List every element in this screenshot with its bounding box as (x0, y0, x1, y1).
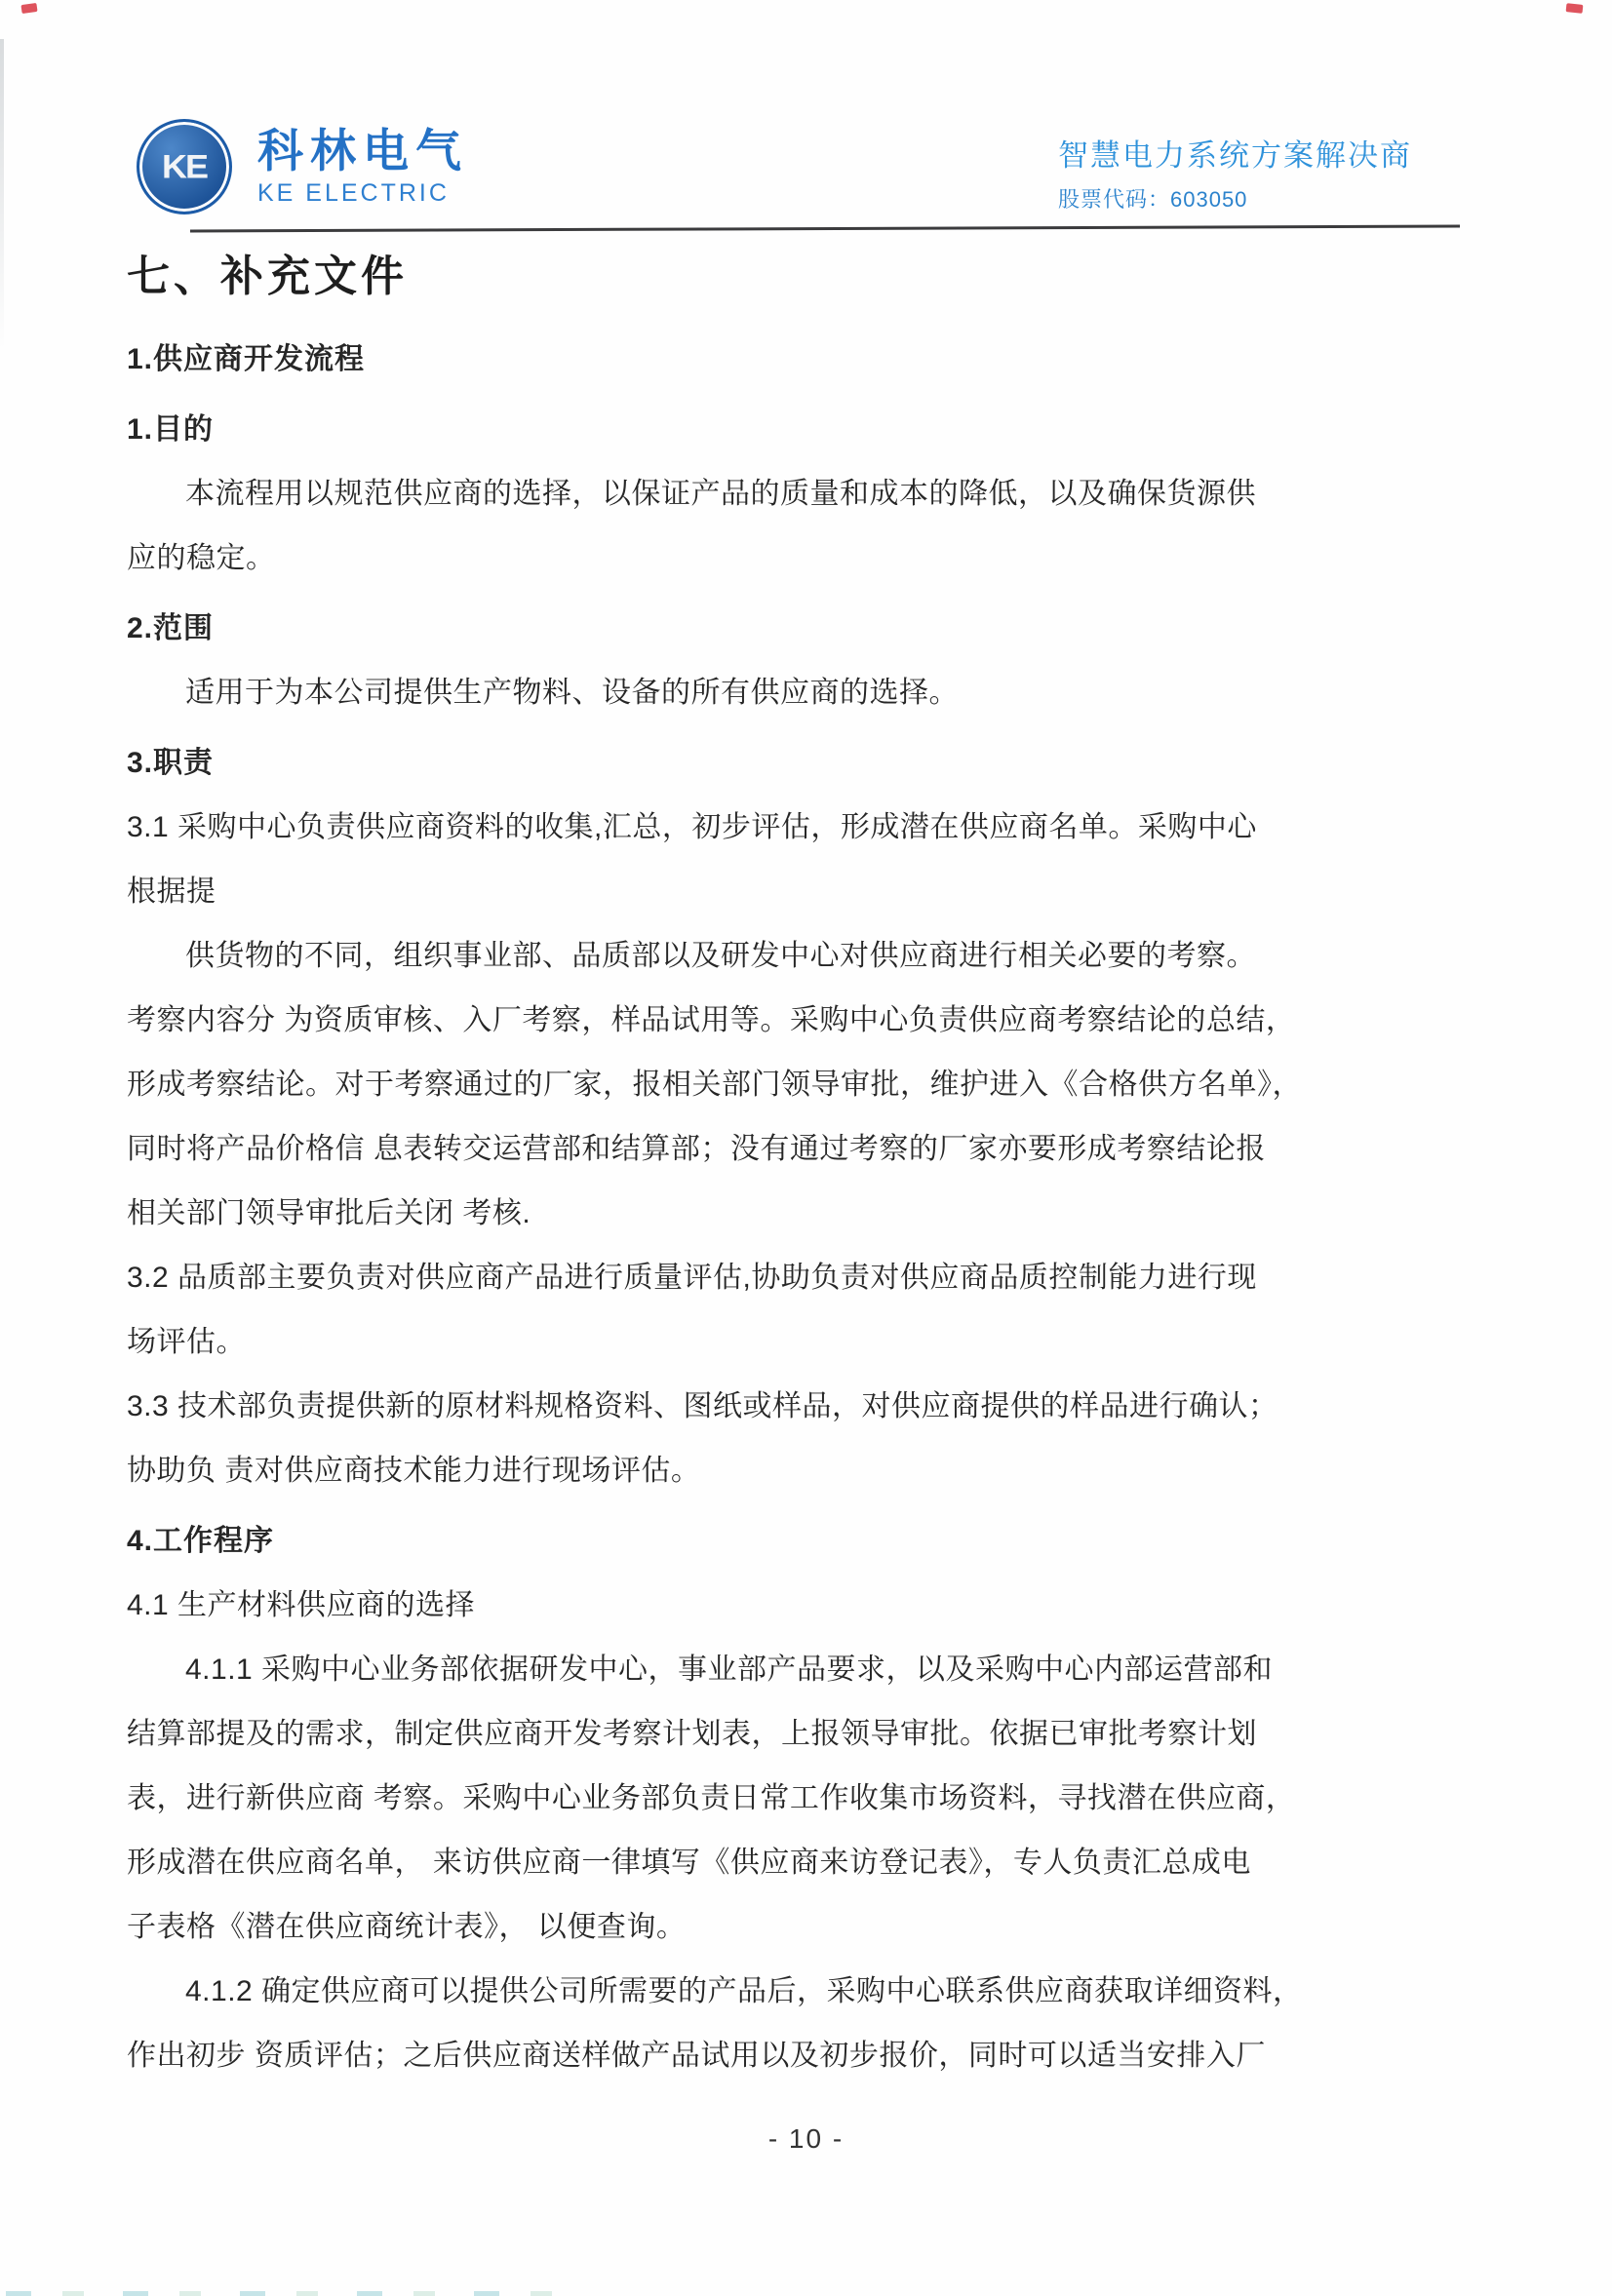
section-heading: 3.职责 (127, 747, 215, 779)
document-body (127, 240, 1490, 2088)
company-logo (137, 119, 468, 214)
scan-edge-shadow (0, 39, 4, 351)
logo-text (257, 126, 468, 208)
body-line: 4.1.2 确定供应商可以提供公司所需要的产品后，采购中心联系供应商获取详细资料， (185, 1975, 1303, 2007)
header-right (1058, 136, 1412, 214)
body-line: 4.1 生产材料供应商的选择 (127, 1589, 476, 1621)
body-line: 3.2 品质部主要负责对供应商产品进行质量评估,协助负责对供应商品质控制能力进行现 (127, 1262, 1257, 1294)
body-line: 协助负 责对供应商技术能力进行现场评估。 (127, 1455, 701, 1487)
page-number: - 10 - (767, 2123, 845, 2154)
body-line: 考察内容分 为资质审核、入厂考察，样品试用等。采购中心负责供应商考察结论的总结， (127, 1004, 1296, 1036)
page-title: 七、补充文件 (127, 253, 408, 300)
body-line: 相关部门领导审批后关闭 考核. (127, 1197, 531, 1229)
content-blocks (127, 328, 1490, 2088)
section-heading: 1.供应商开发流程 (127, 343, 366, 375)
body-line: 应的稳定。 (127, 542, 276, 574)
body-line: 子表格《潜在供应商统计表》， 以便查询。 (127, 1911, 687, 1943)
body-line: 作出初步 资质评估；之后供应商送样做产品试用以及初步报价，同时可以适当安排入厂 (127, 2040, 1266, 2072)
section-heading: 1.目的 (127, 413, 215, 446)
logo-monogram: KE (161, 147, 207, 185)
body-line: 同时将产品价格信 息表转交运营部和结算部；没有通过考察的厂家亦要形成考察结论报 (127, 1133, 1266, 1165)
body-line: 场评估。 (127, 1326, 246, 1358)
body-line: 结算部提及的需求，制定供应商开发考察计划表，上报领导审批。依据已审批考察计划 (127, 1718, 1257, 1750)
body-line: 4.1.1 采购中心业务部依据研发中心，事业部产品要求，以及采购中心内部运营部和 (185, 1654, 1274, 1686)
body-line: 3.3 技术部负责提供新的原材料规格资料、图纸或样品，对供应商提供的样品进行确认； (127, 1390, 1278, 1422)
scan-artifact-red-left (20, 3, 37, 14)
company-name-cn: 科林电气 (257, 125, 468, 176)
section-heading: 4.工作程序 (127, 1525, 275, 1557)
body-line: 形成潜在供应商名单， 来访供应商一律填写《供应商来访登记表》，专人负责汇总成电 (127, 1847, 1251, 1879)
ke-logo-icon (137, 119, 232, 214)
body-line: 供货物的不同，组织事业部、品质部以及研发中心对供应商进行相关必要的考察。 (185, 940, 1256, 972)
header-divider (190, 225, 1460, 233)
company-slogan: 智慧电力系统方案解决商 (1058, 138, 1412, 173)
body-line: 表，进行新供应商 考察。采购中心业务部负责日常工作收集市场资料，寻找潜在供应商， (127, 1782, 1296, 1814)
body-line: 形成考察结论。对于考察通过的厂家，报相关部门领导审批，维护进入《合格供方名单》， (127, 1069, 1302, 1101)
body-line: 本流程用以规范供应商的选择，以保证产品的质量和成本的降低，以及确保货源供 (185, 478, 1256, 510)
scan-artifact-red-right (1566, 3, 1584, 14)
scan-artifact-bottom-strip (6, 2291, 552, 2296)
page-header (137, 119, 1466, 220)
body-line: 适用于为本公司提供生产物料、设备的所有供应商的选择。 (185, 677, 959, 709)
stock-code: 股票代码：603050 (1058, 187, 1248, 212)
company-name-en: KE ELECTRIC (257, 179, 450, 207)
section-heading: 2.范围 (127, 612, 215, 644)
body-line: 3.1 采购中心负责供应商资料的收集,汇总，初步评估，形成潜在供应商名单。采购中心 (127, 811, 1257, 843)
page-footer (0, 2123, 1612, 2155)
body-line: 根据提 (127, 876, 216, 908)
